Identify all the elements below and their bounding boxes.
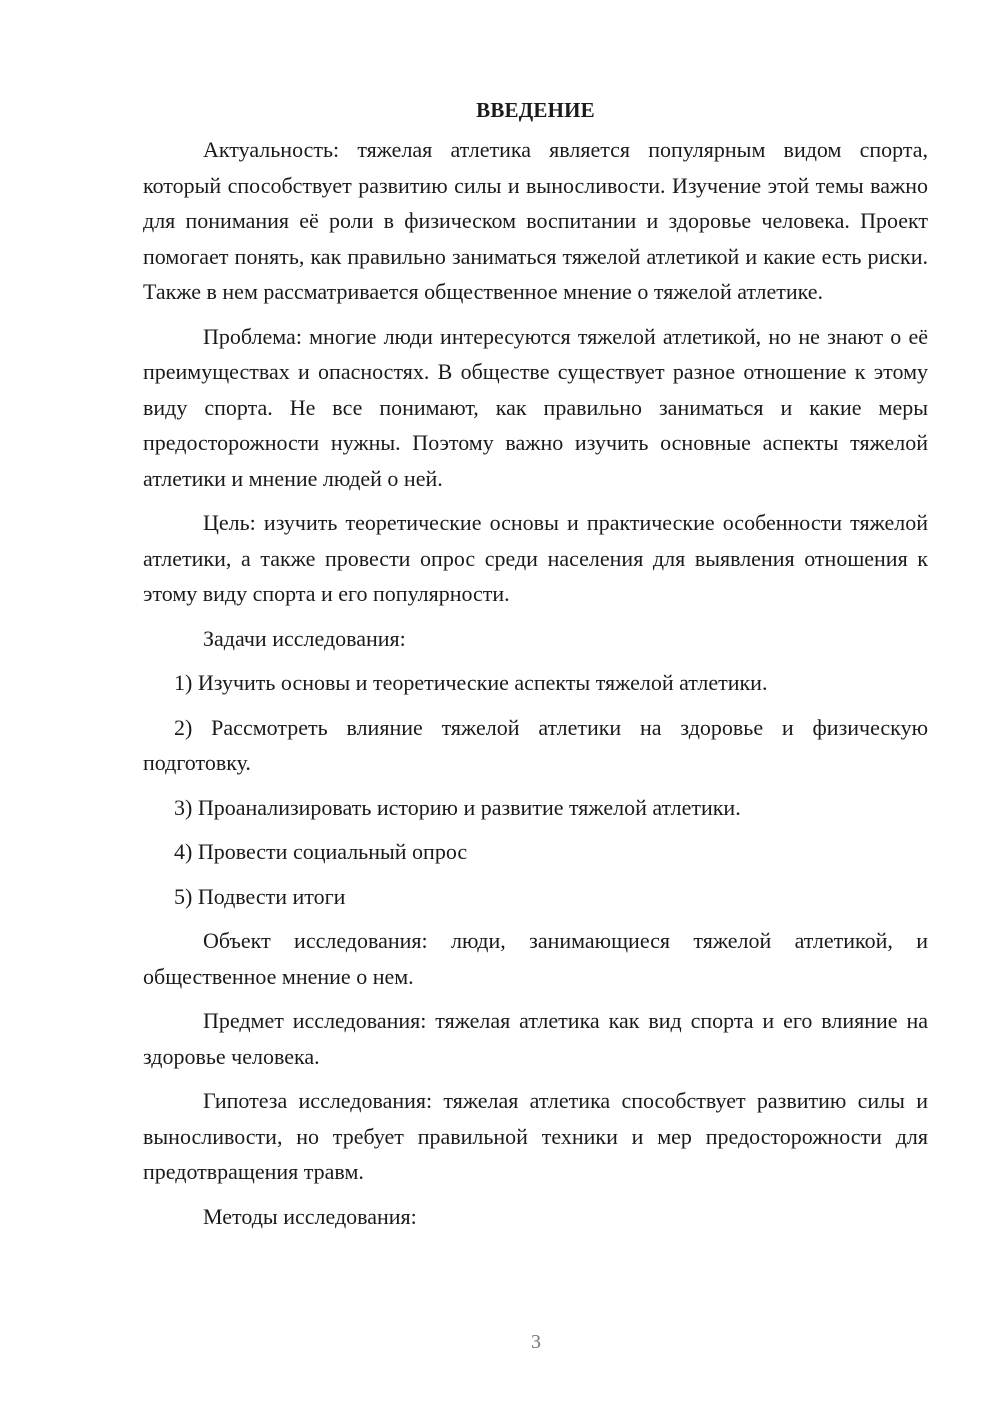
object-paragraph: Объект исследования: люди, занимающиеся тяжелой атлетикой, и общественное мнение о нем.: [143, 928, 928, 989]
task-item: 2) Рассмотреть влияние тяжелой атлетики на здоровье и физическую подготовку.: [143, 714, 928, 775]
task-item: 3) Проанализировать историю и развитие тяжелой атлетики.: [174, 794, 741, 820]
task-item: 4) Провести социальный опрос: [174, 839, 468, 864]
methods-title: Методы исследования:: [203, 1203, 417, 1229]
problem-paragraph: Проблема: многие люди интересуются тяжелой атлетикой, но не знают о её преимуществах и опасностях. В обществе существует разное отношение к этому виду спорта. Не все понимают, как правильно заниматься и какие меры предосторожности нужны. Поэтому важно изучить основные аспекты тяжелой атлетики и мнение людей о ней.: [143, 323, 928, 491]
goal-paragraph: Цель: изучить теоретические основы и практические особенности тяжелой атлетики, а также провести опрос среди населения для выявления отношения к этому виду спорта и его популярности.: [143, 510, 928, 606]
section-heading: ВВЕДЕНИЕ: [476, 98, 595, 122]
task-item: 1) Изучить основы и теоретические аспекты тяжелой атлетики.: [174, 670, 768, 695]
subject-paragraph: Предмет исследования: тяжелая атлетика как вид спорта и его влияние на здоровье человека.: [143, 1008, 928, 1069]
hypothesis-paragraph: Гипотеза исследования: тяжелая атлетика способствует развитию силы и выносливости, но требует правильной техники и мер предосторожности для предотвращения травм.: [143, 1088, 928, 1184]
tasks-title: Задачи исследования:: [203, 625, 406, 651]
document-page: [143, 96, 928, 1243]
page-number: 3: [531, 1331, 541, 1353]
task-item: 5) Подвести итоги: [174, 883, 346, 909]
relevance-paragraph: Актуальность: тяжелая атлетика является популярным видом спорта, который способствует развитию силы и выносливости. Изучение этой темы важно для понимания её роли в физическом воспитании и здоровье человека. Проект помогает понять, как правильно заниматься тяжелой атлетикой и какие есть риски. Также в нем рассматривается общественное мнение о тяжелой атлетике.: [143, 137, 928, 304]
